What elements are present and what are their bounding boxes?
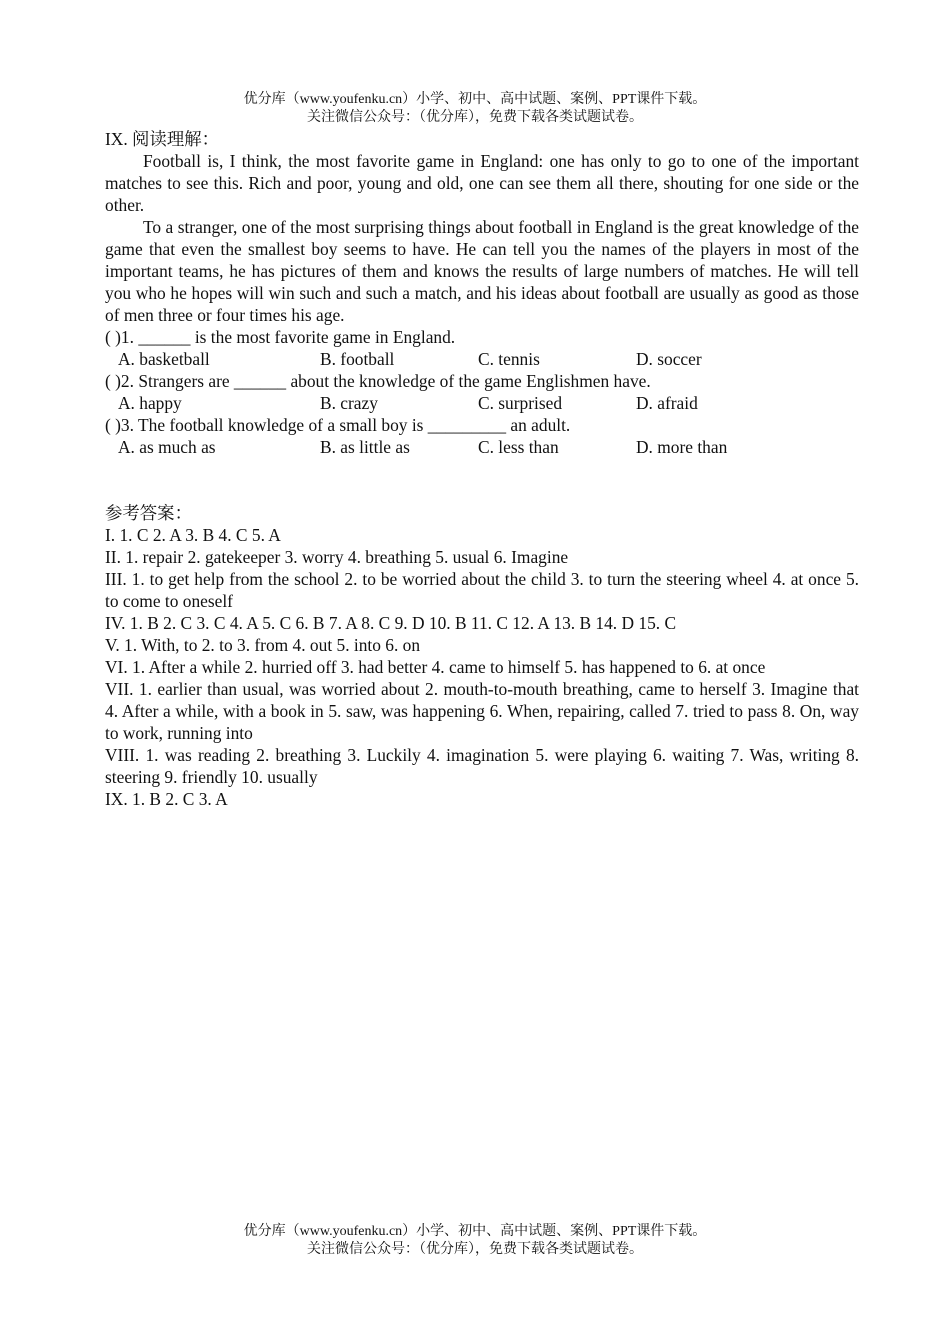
question-2-stem: ( )2. Strangers are ______ about the knowledge of the game Englishmen have. [105,371,651,391]
question-1-stem: ( )1. ______ is the most favorite game in England. [105,327,456,347]
header-line-1: 优分库（www.youfenku.cn）小学、初中、高中试题、案例、PPT课件下载。 [243,92,707,107]
question-3-option-c: C. less than [478,437,559,457]
section-title: IX. 阅读理解： [105,129,219,149]
answer-line: I. 1. C 2. A 3. B 4. C 5. A [105,525,281,545]
answer-line: VI. 1. After a while 2. hurried off 3. had better 4. came to himself 5. has happened to 6. at once [105,657,766,677]
page-content [105,128,859,810]
question-2-options [105,392,859,414]
reading-paragraph-1: Football is, I think, the most favorite game in England: one has only to go to one of the important matches to see this. Rich and poor, young and old, one can see them all there, shouting for one side or the other. [105,151,859,215]
question-3-stem: ( )3. The football knowledge of a small boy is _________ an adult. [105,415,571,435]
answers-title: 参考答案： [105,503,192,523]
question-2-option-a: A. happy [118,393,182,413]
question-2-option-c: C. surprised [478,393,563,413]
spacer [105,458,859,502]
answer-line: IV. 1. B 2. C 3. C 4. A 5. C 6. B 7. A 8. C 9. D 10. B 11. C 12. A 13. B 14. D 15. C [105,613,677,633]
answer-line: II. 1. repair 2. gatekeeper 3. worry 4. breathing 5. usual 6. Imagine [105,547,569,567]
question-3-option-b: B. as little as [320,437,410,457]
answer-line: VIII. 1. was reading 2. breathing 3. Luckily 4. imagination 5. were playing 6. waiting 7. Was, writing 8. steering 9. friendly 10. usually [105,745,859,787]
reading-paragraph-2: To a stranger, one of the most surprising things about football in England is the great knowledge of the game that even the smallest boy seems to have. He can tell you the names of the players in most of the important teams, he has pictures of them and knows the results of large numbers of matches. He will tell you who he hopes will win such and such a match, and his ideas about football are usually as good as those of men three or four times his age. [105,217,859,325]
question-1-options [105,348,859,370]
footer-line-2: 关注微信公众号：（优分库），免费下载各类试题试卷。 [307,1242,643,1257]
question-2-option-d: D. afraid [636,393,698,413]
question-2-option-b: B. crazy [320,393,378,413]
header-line-2: 关注微信公众号：（优分库），免费下载各类试题试卷。 [307,110,643,125]
page-header [0,91,950,127]
question-3-options [105,436,859,458]
question-3-option-d: D. more than [636,437,728,457]
question-3-option-a: A. as much as [118,437,216,457]
answer-line: VII. 1. earlier than usual, was worried about 2. mouth-to-mouth breathing, came to herself 3. Imagine that 4. After a while, with a book in 5. saw, was happening 6. When, repairing, called 7. tried to pass 8. On, way to work, running into [105,679,859,743]
question-1-option-a: A. basketball [118,349,210,369]
question-1-option-b: B. football [320,349,395,369]
footer-line-1: 优分库（www.youfenku.cn）小学、初中、高中试题、案例、PPT课件下载。 [243,1224,707,1239]
page-footer [0,1223,950,1259]
question-1-option-d: D. soccer [636,349,702,369]
answer-line: III. 1. to get help from the school 2. to be worried about the child 3. to turn the steering wheel 4. at once 5. to come to oneself [105,569,859,611]
answer-line: IX. 1. B 2. C 3. A [105,789,228,809]
answer-line: V. 1. With, to 2. to 3. from 4. out 5. into 6. on [105,635,421,655]
question-1-option-c: C. tennis [478,349,540,369]
